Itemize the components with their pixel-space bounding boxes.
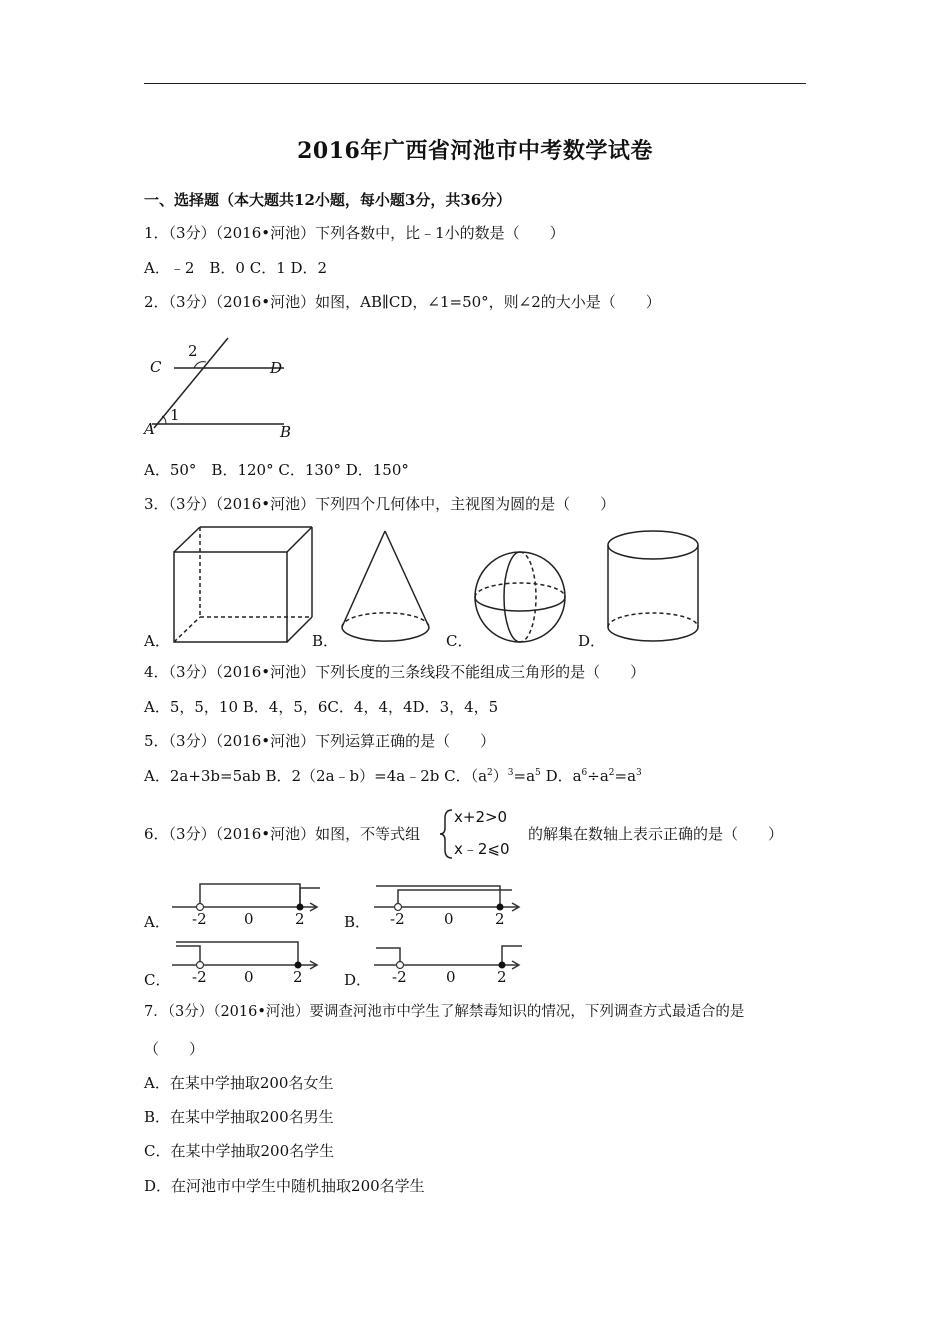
q3-label-d: D． <box>578 632 606 650</box>
q5-option-c: C．$(a^2)^3=a^5$ <box>444 767 541 785</box>
q3-label-a: A． <box>144 632 170 650</box>
q7-stem: 7．（3分）（2016•河池）要调查河池市中学生了解禁毒知识的情况，下列调查方式最适合的是 <box>144 1004 745 1020</box>
q5-options <box>144 766 642 786</box>
tick-2: 2 <box>495 910 505 928</box>
q5-option-d: D．$a^6\div a^2=a^3$ <box>545 767 642 785</box>
number-line-d <box>372 938 527 988</box>
q5-option-a: A．2a+3b=5ab <box>144 767 261 785</box>
q4-options: A．5，5，10 B．4，5，6C．4，4，4D．3，4，5 <box>144 698 499 716</box>
inequality-system <box>438 808 533 860</box>
tick-0: 0 <box>444 910 454 928</box>
exam-title: 2016年广西省河池市中考数学试卷 <box>297 138 653 164</box>
q1-stem: 1．（3分）（2016•河池）下列各数中，比﹣1小的数是（ ） <box>144 224 565 242</box>
tick-2: 2 <box>295 910 305 928</box>
label-b: B <box>280 423 292 441</box>
tick-2: 2 <box>293 968 303 986</box>
tick-0: 0 <box>244 968 254 986</box>
q3-stem: 3．（3分）（2016•河池）下列四个几何体中，主视图为圆的是（ ） <box>144 495 616 513</box>
tick-neg2: -2 <box>192 968 207 986</box>
q7-option-b: B．在某中学抽取200名男生 <box>144 1108 334 1126</box>
tick-neg2: -2 <box>392 968 407 986</box>
solids-figure <box>144 525 724 650</box>
q7-option-c: C．在某中学抽取200名学生 <box>144 1142 335 1160</box>
label-d: D <box>270 359 283 377</box>
q7-option-a: A．在某中学抽取200名女生 <box>144 1074 334 1092</box>
q6-label-a: A． <box>144 913 170 931</box>
q4-stem: 4．（3分）（2016•河池）下列长度的三条线段不能组成三角形的是（ ） <box>144 663 646 681</box>
number-line-b <box>372 880 527 930</box>
q2-options: A．50° B．120° C．130° D．150° <box>144 461 409 479</box>
inequality-1: x+2>0 <box>454 808 508 826</box>
q6-stem-pre: 6．（3分）（2016•河池）如图，不等式组 <box>144 825 421 843</box>
q5-option-b: B．2（2a﹣b）=4a﹣2b <box>265 767 440 785</box>
tick-0: 0 <box>446 968 456 986</box>
label-c: C <box>150 358 162 376</box>
q1-options: A．﹣2 B．0 C．1 D．2 <box>144 259 328 277</box>
q2-stem: 2．（3分）（2016•河池）如图，AB∥CD，∠1=50°，则∠2的大小是（ ） <box>144 293 661 311</box>
number-line-a <box>170 880 325 930</box>
q6-label-b: B． <box>344 913 371 931</box>
q7-option-d: D．在河池市中学生中随机抽取200名学生 <box>144 1177 425 1195</box>
tick-neg2: -2 <box>390 910 405 928</box>
q3-label-c: C． <box>446 632 473 650</box>
label-a: A <box>144 420 155 438</box>
angle-1-label: 1 <box>170 406 180 424</box>
tick-neg2: -2 <box>192 910 207 928</box>
q5-stem: 5．（3分）（2016•河池）下列运算正确的是（ ） <box>144 732 496 750</box>
number-line-c <box>170 938 325 988</box>
tick-2: 2 <box>497 968 507 986</box>
angle-2-label: 2 <box>188 342 198 360</box>
q6-label-d: D． <box>344 971 372 989</box>
section-heading: 一、选择题（本大题共12小题，每小题3分，共36分） <box>144 191 512 209</box>
parallel-lines-figure <box>140 336 300 444</box>
header-rule <box>144 83 806 84</box>
tick-0: 0 <box>244 910 254 928</box>
q7-paren: （ ） <box>144 1040 205 1058</box>
q6-label-c: C． <box>144 971 171 989</box>
q3-label-b: B． <box>312 632 339 650</box>
inequality-2: x﹣2⩽0 <box>454 840 510 858</box>
q6-stem-post: 的解集在数轴上表示正确的是（ ） <box>528 825 784 843</box>
